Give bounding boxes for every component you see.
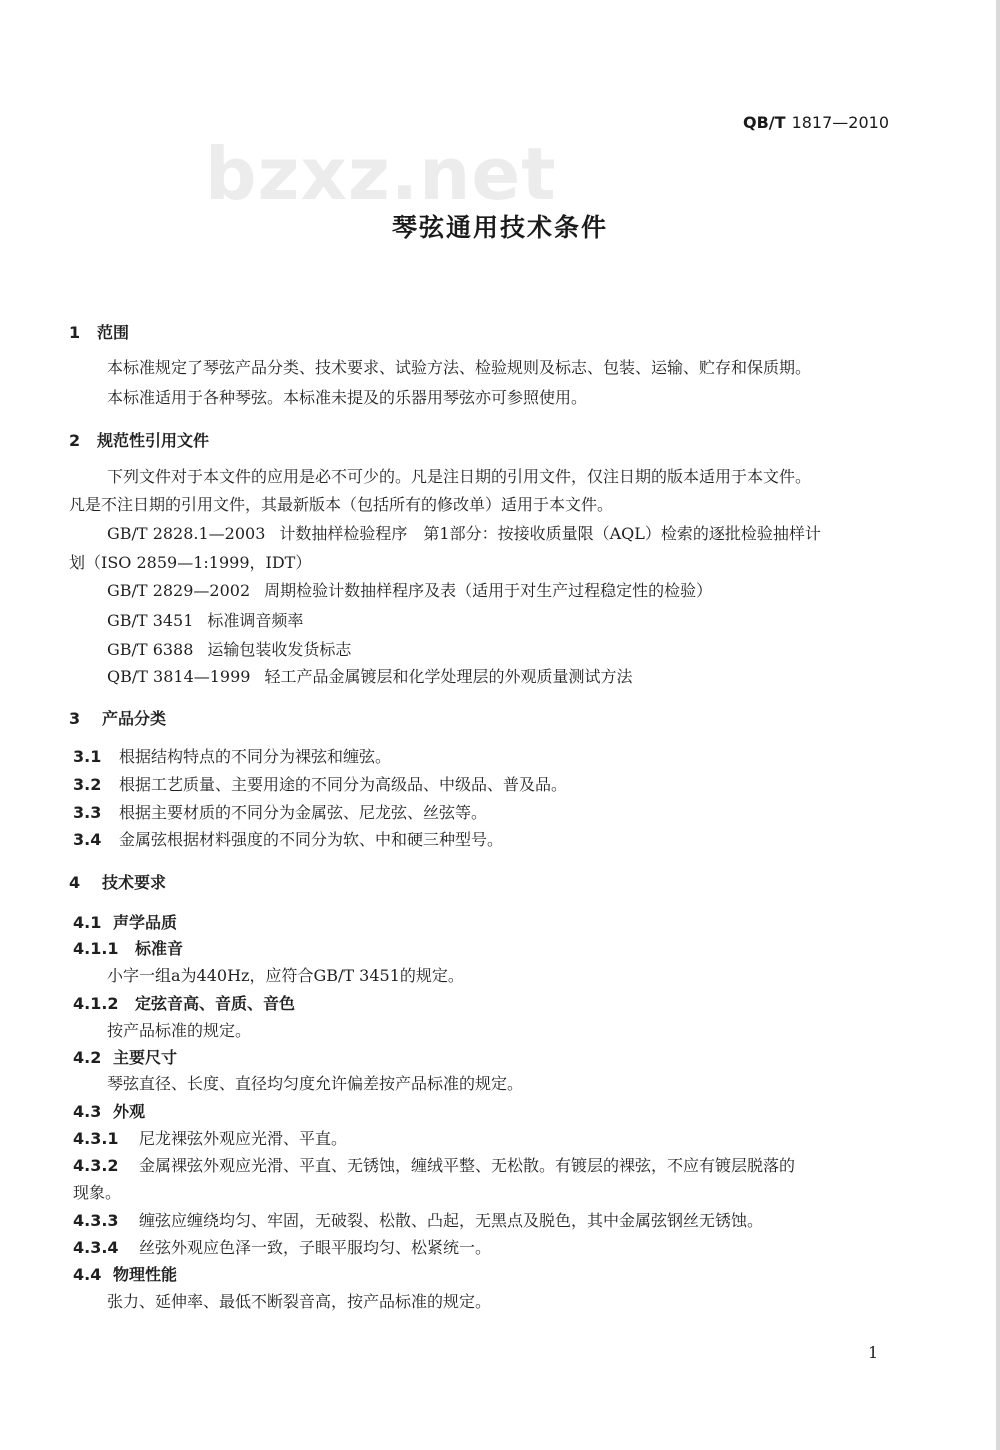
section-1-paragraph-2: 本标准适用于各种琴弦。本标准未提及的乐器用琴弦亦可参照使用。 (107, 388, 588, 407)
reference-item: GB/T 2828.1—2003 计数抽样检验程序 第1部分：按接收质量限（AQL）检索的逐批检验抽样计 (107, 524, 821, 543)
clause-4-3-1: 4.3.1 尼龙裸弦外观应光滑、平直。 (73, 1129, 348, 1148)
page-number: 1 (868, 1343, 879, 1362)
section-3-heading: 3 产品分类 (69, 709, 167, 728)
section-1-paragraph-1: 本标准规定了琴弦产品分类、技术要求、试验方法、检验规则及标志、包装、运输、贮存和保质期。 (107, 358, 812, 377)
standard-code: 1817—2010 (791, 113, 889, 132)
section-1-heading: 1 范围 (69, 323, 130, 342)
clause-4-1-2-heading: 4.1.2 定弦音高、音质、音色 (73, 994, 296, 1013)
clause-4-1-1-text: 小字一组a为440Hz，应符合GB/T 3451的规定。 (107, 966, 464, 985)
document-title: 琴弦通用技术条件 (391, 213, 608, 242)
section-2-intro-line-2: 凡是不注日期的引用文件，其最新版本（包括所有的修改单）适用于本文件。 (69, 495, 614, 514)
reference-item-continuation: 划（ISO 2859—1:1999，IDT） (69, 553, 312, 572)
clause-4-3-2: 4.3.2 金属裸弦外观应光滑、平直、无锈蚀，缠绒平整、无松散。有镀层的裸弦，不应有镀层脱落的 (73, 1156, 796, 1175)
clause-4-4-heading: 4.4 物理性能 (73, 1265, 178, 1284)
section-4-heading: 4 技术要求 (69, 873, 167, 892)
clause-4-3-3: 4.3.3 缠弦应缠绕均匀、牢固，无破裂、松散、凸起，无黑点及脱色，其中金属弦钢丝无锈蚀。 (73, 1211, 764, 1230)
reference-item: GB/T 2829—2002 周期检验计数抽样程序及表（适用于对生产过程稳定性的检验） (107, 581, 713, 600)
clause-4-3-2-continuation: 现象。 (73, 1183, 122, 1202)
clause-3-4: 3.4 金属弦根据材料强度的不同分为软、中和硬三种型号。 (73, 830, 504, 849)
reference-item: QB/T 3814—1999 轻工产品金属镀层和化学处理层的外观质量测试方法 (107, 667, 633, 686)
clause-4-2-heading: 4.2 主要尺寸 (73, 1048, 178, 1067)
clause-4-2-text: 琴弦直径、长度、直径均匀度允许偏差按产品标准的规定。 (107, 1074, 524, 1093)
standard-prefix: QB/T (743, 113, 786, 132)
reference-item: GB/T 3451 标准调音频率 (107, 611, 304, 630)
reference-item: GB/T 6388 运输包装收发货标志 (107, 640, 352, 659)
clause-4-1-1-heading: 4.1.1 标准音 (73, 939, 184, 958)
standard-number (743, 113, 889, 133)
clause-3-2: 3.2 根据工艺质量、主要用途的不同分为高级品、中级品、普及品。 (73, 775, 568, 794)
section-2-intro-line-1: 下列文件对于本文件的应用是必不可少的。凡是注日期的引用文件，仅注日期的版本适用于本文件。 (107, 467, 812, 486)
clause-3-1: 3.1 根据结构特点的不同分为裸弦和缠弦。 (73, 747, 392, 766)
clause-3-3: 3.3 根据主要材质的不同分为金属弦、尼龙弦、丝弦等。 (73, 803, 488, 822)
watermark: bzxz.net (205, 132, 557, 216)
clause-4-3-heading: 4.3 外观 (73, 1102, 146, 1121)
clause-4-1-heading: 4.1 声学品质 (73, 913, 178, 932)
clause-4-4-text: 张力、延伸率、最低不断裂音高，按产品标准的规定。 (107, 1292, 492, 1311)
section-2-heading: 2 规范性引用文件 (69, 431, 210, 450)
clause-4-1-2-text: 按产品标准的规定。 (107, 1021, 252, 1040)
clause-4-3-4: 4.3.4 丝弦外观应色泽一致，子眼平服均匀、松紧统一。 (73, 1238, 492, 1257)
